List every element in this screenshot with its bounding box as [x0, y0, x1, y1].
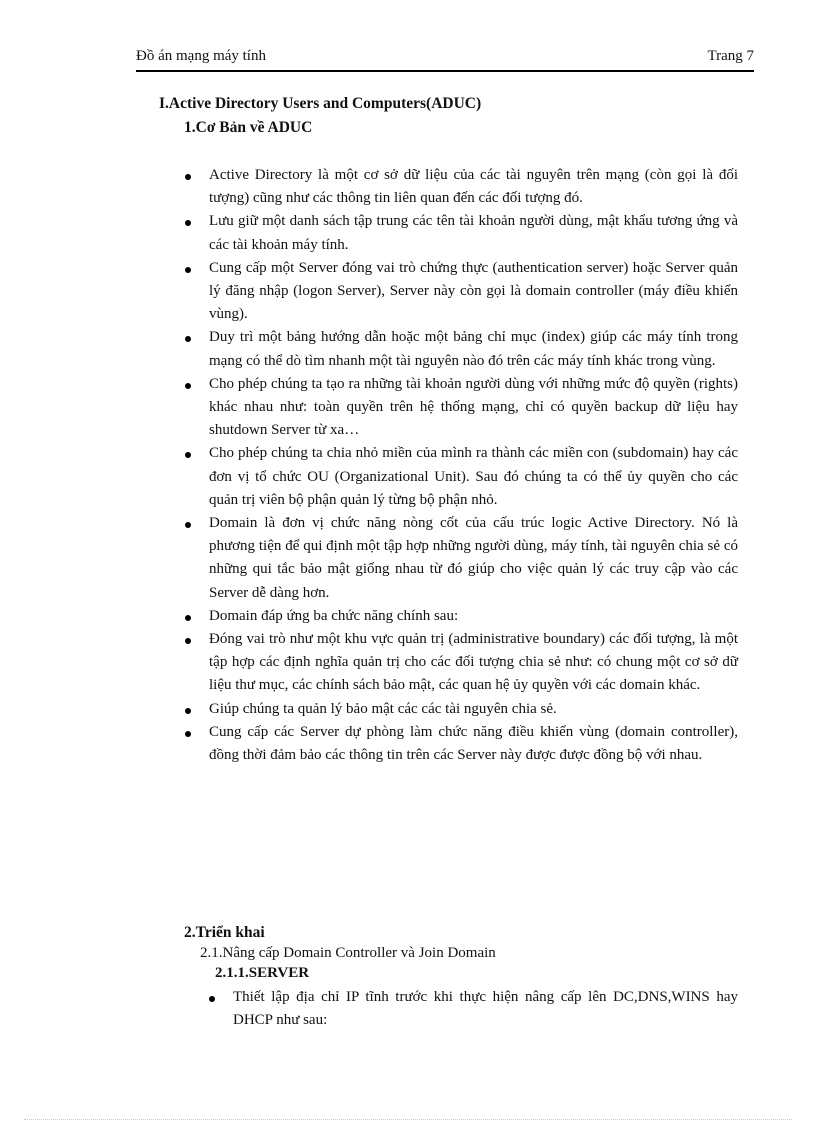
bullet-icon [185, 615, 191, 621]
list-item: Cho phép chúng ta tạo ra những tài khoản người dùng với những mức độ quyền (rights) khác nhau như: toàn quyền trên hệ thống mạng, chỉ có quyền backup dữ liệu hay shutdown Server từ xa… [184, 373, 738, 443]
section-heading-aduc: I.Active Directory Users and Computers(ADUC) [159, 95, 482, 112]
bullet-icon [185, 638, 191, 644]
bullet-icon [185, 336, 191, 342]
subsection-heading-server: 2.1.1.SERVER [215, 965, 310, 981]
list-item: Thiết lập địa chỉ IP tĩnh trước khi thực hiện nâng cấp lên DC,DNS,WINS hay DHCP như sau: [208, 986, 738, 1032]
list-item: Đóng vai trò như một khu vực quản trị (administrative boundary) các đối tượng, là một tập hợp các định nghĩa quản trị cho các đối tượng chia sẻ như: có chung một cơ sở dữ liệu thư mục, các chính sách bảo mật, các quan hệ ủy quyền với các domain khác. [184, 628, 738, 698]
section-heading-deploy: 2.Triển khai [184, 924, 265, 941]
list-item: Cho phép chúng ta chia nhỏ miền của mình ra thành các miền con (subdomain) hay các đơn vị tổ chức OU (Organizational Unit). Sau đó chúng ta có thể ủy quyền cho các quản trị viên bộ phận quản lý từng bộ phận nhỏ. [184, 442, 738, 512]
bullet-icon [185, 174, 191, 180]
bullet-icon [185, 731, 191, 737]
list-item: Cung cấp các Server dự phòng làm chức năng điều khiển vùng (domain controller), đồng thời đảm bảo các thông tin trên các Server này được được đồng bộ với nhau. [184, 721, 738, 767]
page-bottom-divider [24, 1119, 792, 1120]
list-item: Cung cấp một Server đóng vai trò chứng thực (authentication server) hoặc Server quản lý đăng nhập (logon Server), Server này còn gọi là domain controller (máy điều khiển vùng). [184, 257, 738, 327]
page-header [136, 48, 754, 72]
list-item: Domain là đơn vị chức năng nòng cốt của cấu trúc logic Active Directory. Nó là phương tiện để qui định một tập hợp những người dùng, máy tính, tài nguyên chia sẻ có những qui tắc bảo mật giống nhau từ đó giúp cho việc quản lý các truy cập vào các Server dễ dàng hơn. [184, 512, 738, 605]
bullet-icon [185, 383, 191, 389]
list-item: Duy trì một bảng hướng dẫn hoặc một bảng chỉ mục (index) giúp các máy tính trong mạng có thể dò tìm nhanh một tài nguyên nào đó trên các máy tính khác trong vùng. [184, 326, 738, 372]
bullet-icon [185, 452, 191, 458]
bullet-icon [185, 708, 191, 714]
bullet-icon [185, 220, 191, 226]
server-bullet-list [208, 986, 738, 1032]
list-item: Active Directory là một cơ sở dữ liệu của các tài nguyên trên mạng (còn gọi là đối tượng) cũng như các thông tin liên quan đến các đối tượng đó. [184, 164, 738, 210]
aduc-bullet-list [184, 164, 738, 767]
subsection-heading-basics: 1.Cơ Bản về ADUC [184, 119, 313, 136]
subsection-heading-dc-upgrade: 2.1.Nâng cấp Domain Controller và Join Domain [200, 945, 496, 961]
list-item: Domain đáp ứng ba chức năng chính sau: [184, 605, 738, 628]
document-title: Đồ án mạng máy tính [136, 48, 266, 64]
bullet-icon [185, 267, 191, 273]
page-number: Trang 7 [707, 48, 754, 64]
bullet-icon [209, 996, 215, 1002]
bullet-icon [185, 522, 191, 528]
list-item: Giúp chúng ta quản lý bảo mật các các tài nguyên chia sẻ. [184, 698, 738, 721]
list-item: Lưu giữ một danh sách tập trung các tên tài khoản người dùng, mật khẩu tương ứng và các tài khoản máy tính. [184, 210, 738, 256]
